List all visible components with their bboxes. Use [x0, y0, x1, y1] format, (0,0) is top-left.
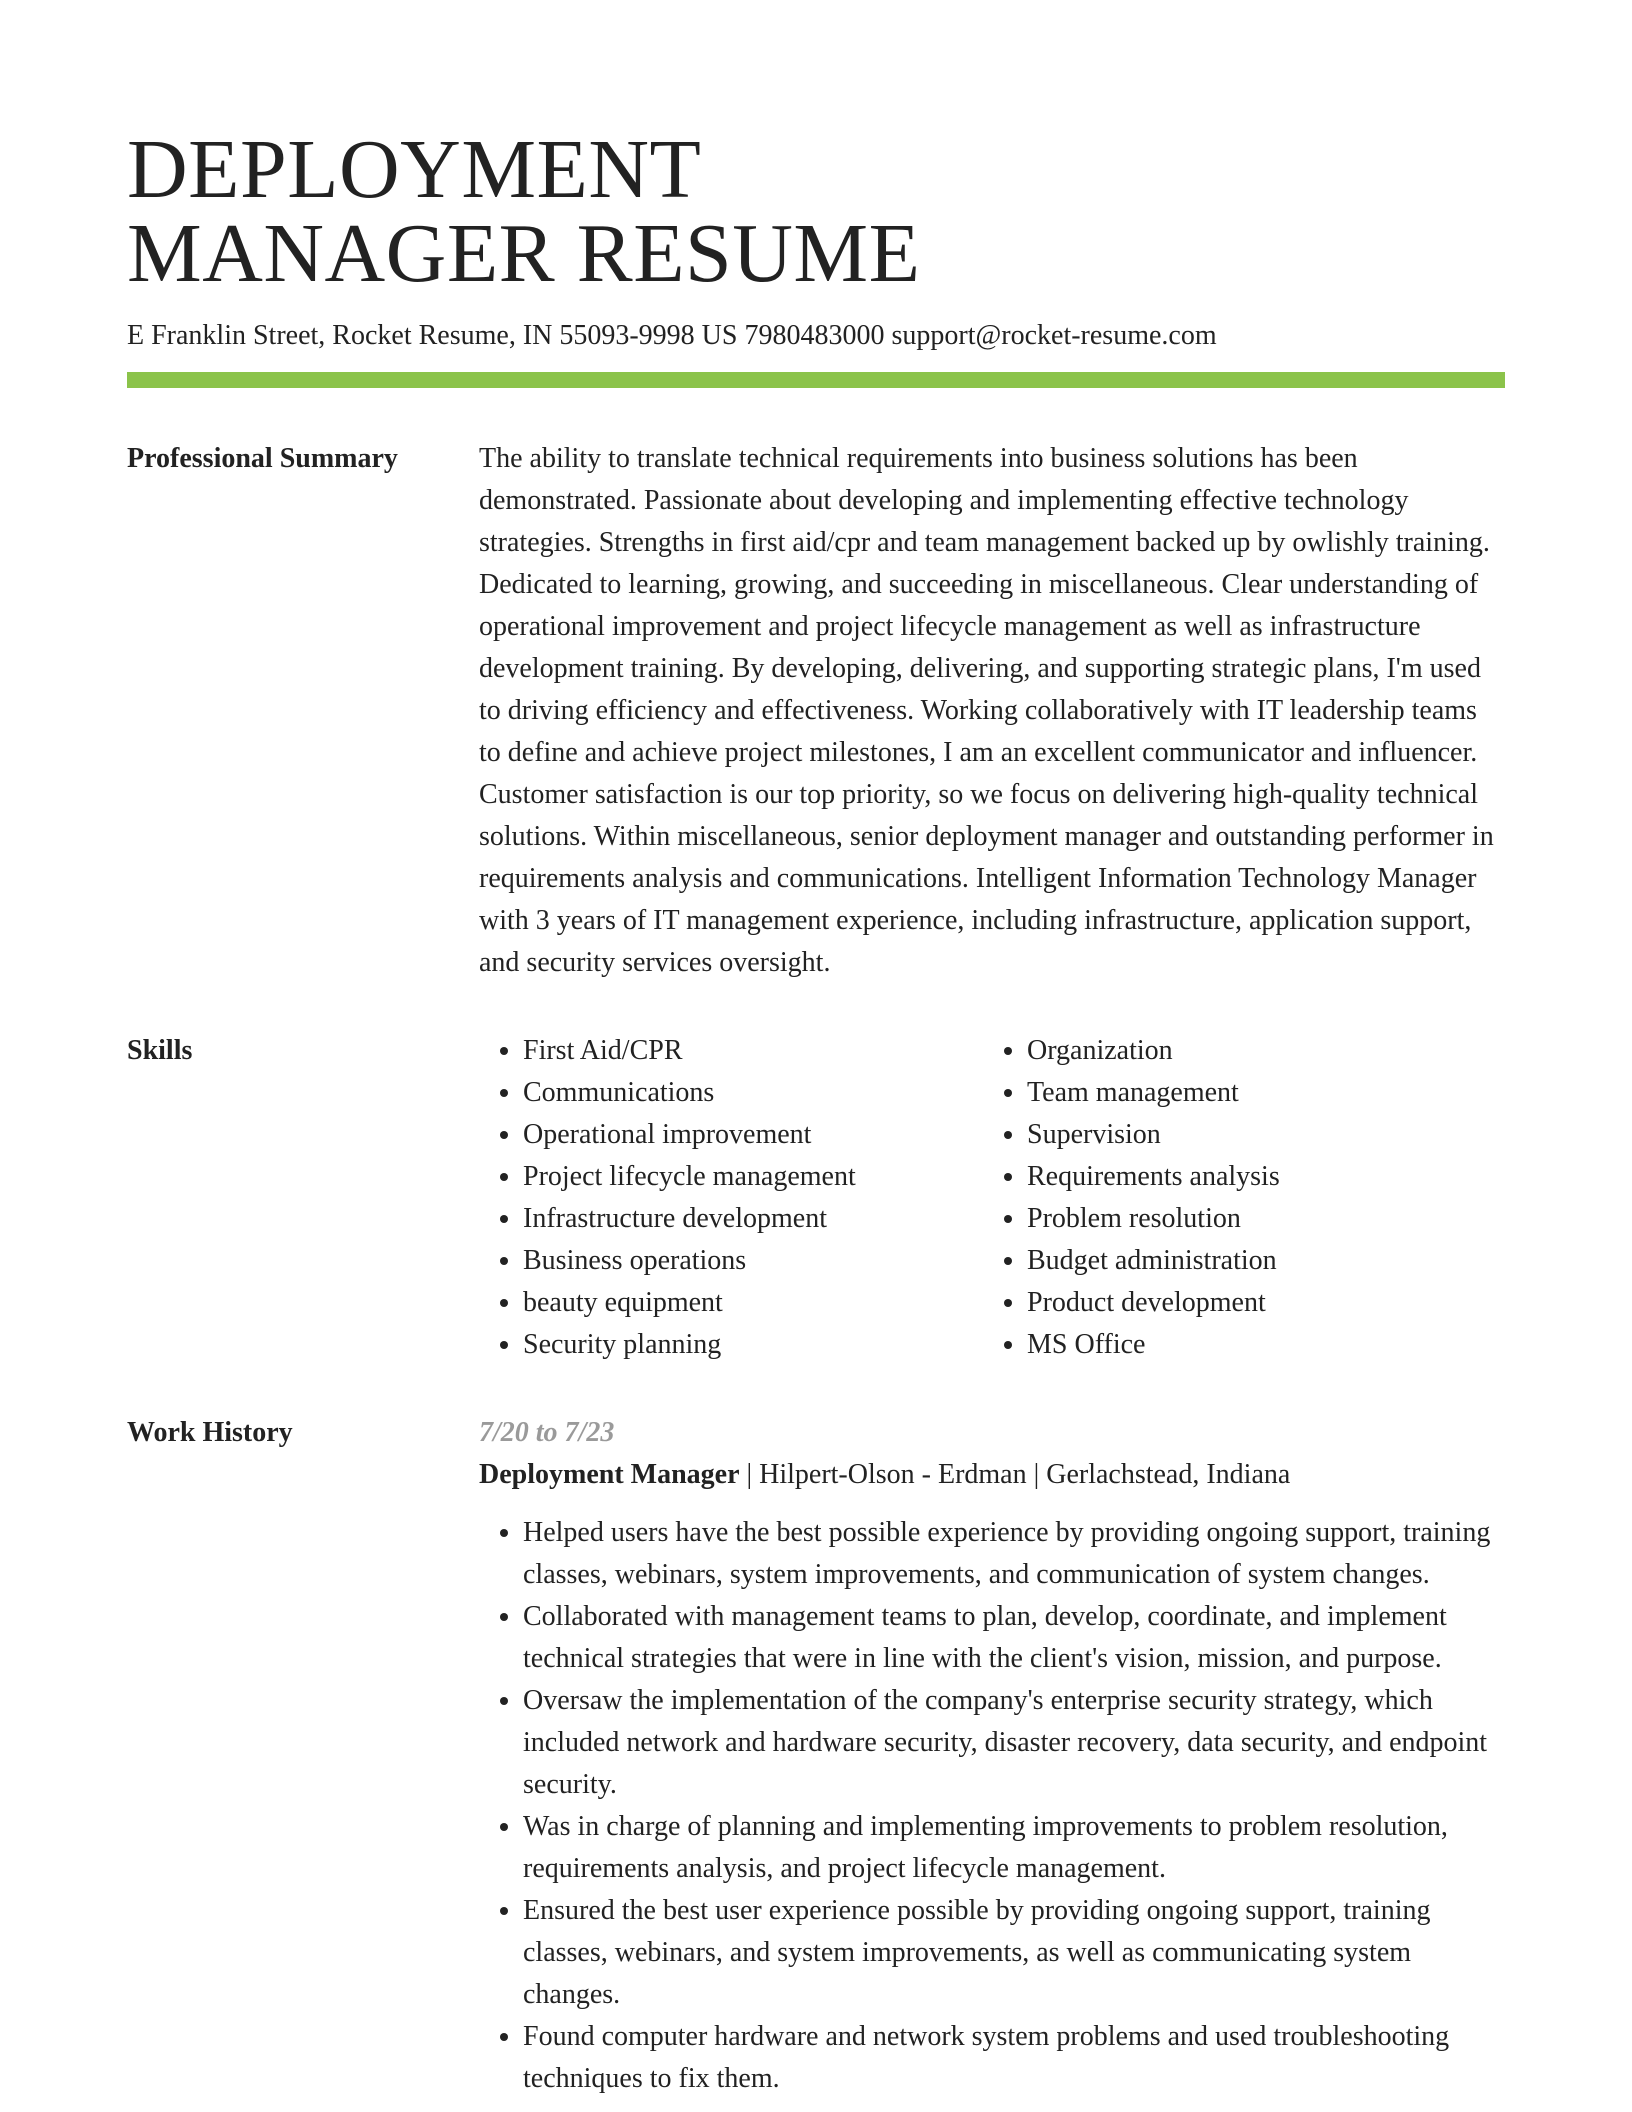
- skill-item: • Product development: [1027, 1282, 1280, 1324]
- skills-section: [127, 1030, 1505, 1366]
- skill-item: • Business operations: [523, 1240, 983, 1282]
- skills-label: Skills: [127, 1035, 193, 1066]
- skill-item: • Requirements analysis: [1027, 1156, 1280, 1198]
- summary-label: Professional Summary: [127, 443, 398, 474]
- accent-divider: [127, 372, 1505, 388]
- job-dates: 7/20 to 7/23: [479, 1417, 615, 1448]
- skills-list-right: [983, 1030, 1280, 1366]
- resume-title-line-2: MANAGER RESUME: [127, 207, 921, 300]
- skill-item: • Organization: [1027, 1030, 1280, 1072]
- skill-item: • Security planning: [523, 1324, 983, 1366]
- job-bullet: • Helped users have the best possible experience by providing ongoing support, training classes, webinars, system improvements, and communication of system changes.: [523, 1512, 1505, 1596]
- job-bullet: • Ensured the best user experience possible by providing ongoing support, training classes, webinars, and system improvements, as well as communicating system changes.: [523, 1890, 1505, 2016]
- work-history-body: [479, 1412, 1505, 2100]
- summary-body: [479, 438, 1505, 984]
- skill-item: • Problem resolution: [1027, 1198, 1280, 1240]
- job-bullet: • Was in charge of planning and implementing improvements to problem resolution, requirements analysis, and project lifecycle management.: [523, 1806, 1505, 1890]
- skill-item: • First Aid/CPR: [523, 1030, 983, 1072]
- resume-page: [127, 123, 1505, 2100]
- skill-item: • Operational improvement: [523, 1114, 983, 1156]
- job-bullet: • Oversaw the implementation of the company's enterprise security strategy, which included network and hardware security, disaster recovery, data security, and endpoint security.: [523, 1680, 1505, 1806]
- skill-item: • Infrastructure development: [523, 1198, 983, 1240]
- skill-item: • Supervision: [1027, 1114, 1280, 1156]
- skill-item: • Team management: [1027, 1072, 1280, 1114]
- skills-list-left: [479, 1030, 983, 1366]
- skill-item: • Communications: [523, 1072, 983, 1114]
- job-employer-location: | Hilpert-Olson - Erdman | Gerlachstead, Indiana: [739, 1459, 1291, 1490]
- contact-info: E Franklin Street, Rocket Resume, IN 55093-9998 US 7980483000 support@rocket-resume.com: [127, 320, 1217, 351]
- skill-item: • Project lifecycle management: [523, 1156, 983, 1198]
- job-title: Deployment Manager: [479, 1459, 740, 1490]
- summary-section: [127, 438, 1505, 984]
- job-entry: [479, 1412, 1505, 2100]
- skill-item: • beauty equipment: [523, 1282, 983, 1324]
- summary-text: The ability to translate technical requirements into business solutions has been demonstrated. Passionate about developing and implementing effective technology strategies. Strengths in first aid/cpr and team management backed up by owlishly training. Dedicated to learning, growing, and succeeding in miscellaneous. Clear understanding of operational improvement and project lifecycle management as well as infrastructure development training. By developing, delivering, and supporting strategic plans, I'm used to driving efficiency and effectiveness. Working collaboratively with IT leadership teams to define and achieve project milestones, I am an excellent communicator and influencer. Customer satisfaction is our top priority, so we focus on delivering high-quality technical solutions. Within miscellaneous, senior deployment manager and outstanding performer in requirements analysis and communications. Intelligent Information Technology Manager with 3 years of IT management experience, including infrastructure, application support, and security services oversight.: [479, 443, 1494, 978]
- resume-title: [127, 123, 1505, 300]
- work-history-section: [127, 1412, 1505, 2100]
- resume-title-line-1: DEPLOYMENT: [127, 123, 702, 216]
- skill-item: • MS Office: [1027, 1324, 1280, 1366]
- job-bullet: • Collaborated with management teams to plan, develop, coordinate, and implement technical strategies that were in line with the client's vision, mission, and purpose.: [523, 1596, 1505, 1680]
- job-heading: [479, 1454, 1505, 1496]
- job-bullet-list: [479, 1512, 1505, 2100]
- skill-item: • Budget administration: [1027, 1240, 1280, 1282]
- job-bullet: • Found computer hardware and network system problems and used troubleshooting techniques to fix them.: [523, 2016, 1505, 2100]
- skills-body: [479, 1030, 1505, 1366]
- work-history-label: Work History: [127, 1417, 293, 1448]
